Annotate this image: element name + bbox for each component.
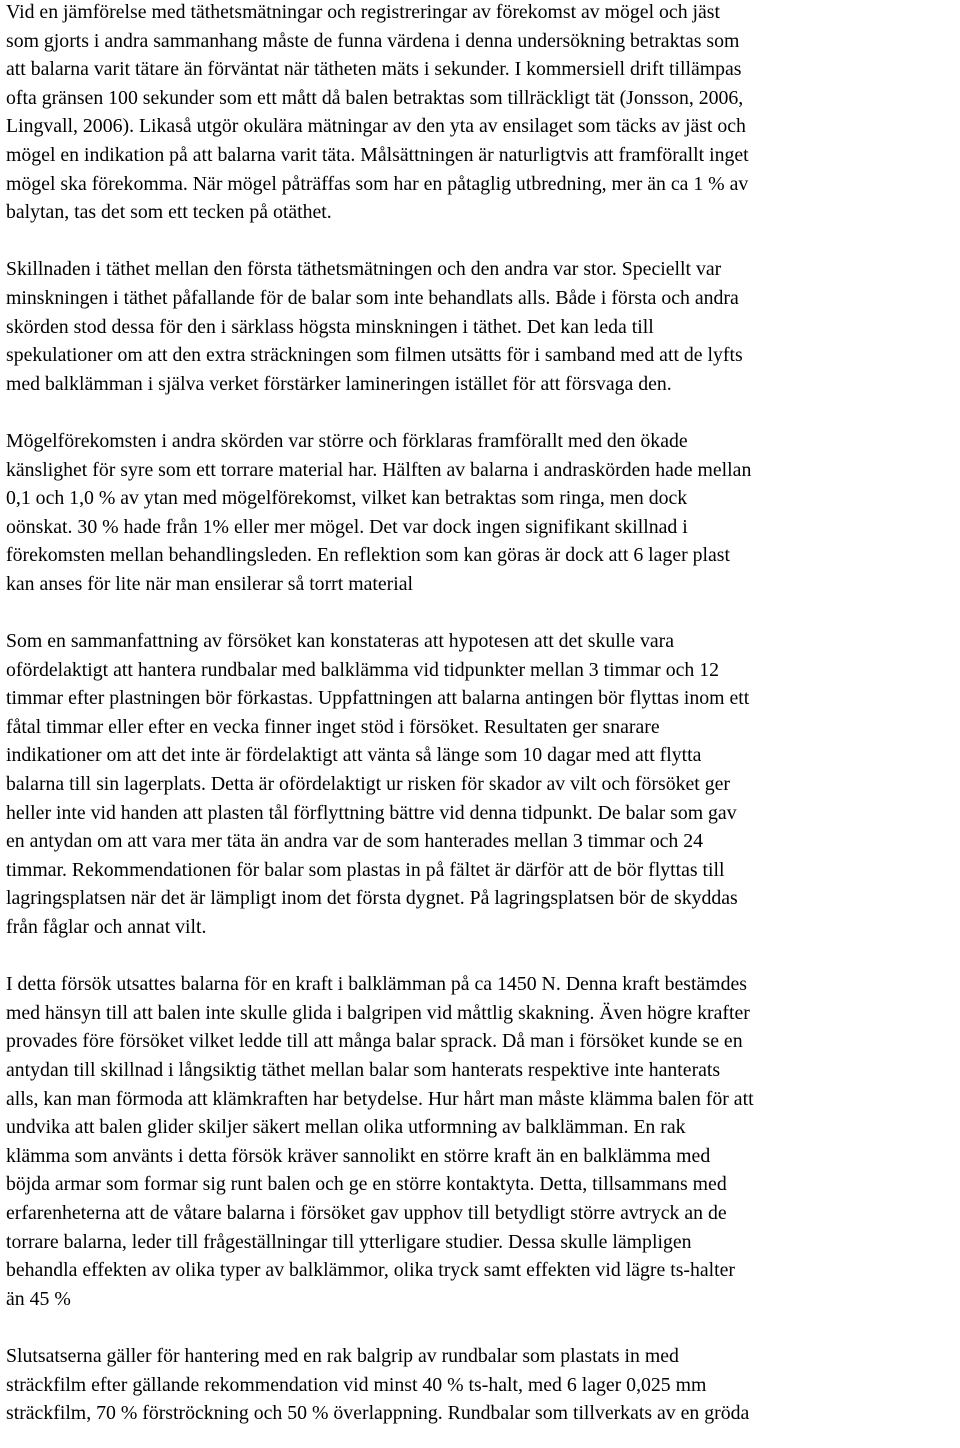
text-line: I detta försök utsattes balarna för en kraft i balklämman på ca 1450 N. Denna kraft bestämdes — [6, 973, 747, 996]
text-line: skörden stod dessa för den i särklass högsta minskningen i täthet. Det kan leda till — [6, 315, 654, 338]
text-line: sträckfilm, 70 % förströckning och 50 % överlappning. Rundbalar som tillverkats av en gröda — [6, 1402, 750, 1425]
text-line: provades före försöket vilket ledde till att många balar sprack. Då man i försöket kunde se en — [6, 1030, 743, 1053]
text-line: Slutsatserna gäller för hantering med en rak balgrip av rundbalar som plastats in med — [6, 1344, 679, 1367]
text-line: balarna till sin lagerplats. Detta är ofördelaktigt ur risken för skador av vilt och försöket ger — [6, 773, 730, 796]
text-line: behandla effekten av olika typer av balklämmor, olika tryck samt effekten vid lägre ts-halter — [6, 1259, 736, 1282]
text-line: med balklämman i själva verket förstärker lamineringen istället för att försvaga den. — [6, 372, 672, 395]
text-line: kan anses för lite när man ensilerar så torrt material — [6, 572, 413, 595]
text-line: lagringsplatsen när det är lämpligt inom det första dygnet. På lagringsplatsen bör de skyddas — [6, 887, 738, 910]
text-line: timmar. Rekommendationen för balar som plastas in på fältet är därför att de bör flyttas till — [6, 858, 725, 881]
text-line: timmar efter plastningen bör förkastas. Uppfattningen att balarna antingen bör flyttas inom ett — [6, 687, 750, 710]
paragraph-conclusions — [6, 1342, 954, 1428]
text-line: förekomsten mellan behandlingsleden. En reflektion som kan göras är dock att 6 lager plast — [6, 544, 730, 567]
text-line: balytan, tas det som ett tecken på otäthet. — [6, 201, 332, 224]
text-line: än 45 % — [6, 1287, 71, 1310]
text-line: torrare balarna, leder till frågeställningar till ytterligare studier. Dessa skulle lämpligen — [6, 1230, 692, 1253]
text-line: minskningen i täthet påfallande för de balar som inte behandlats alls. Både i första och andra — [6, 286, 739, 309]
text-line: undvika att balen glider skiljer säkert mellan olika utformning av balklämman. En rak — [6, 1116, 686, 1139]
text-line: Vid en jämförelse med täthetsmätningar och registreringar av förekomst av mögel och jäst — [6, 1, 720, 23]
text-line: fåtal timmar eller efter en vecka finner inget stöd i försöket. Resultaten ger snarare — [6, 715, 660, 738]
paragraph-clamp-force — [6, 970, 954, 1313]
text-line: sträckfilm efter gällande rekommendation vid minst 40 % ts-halt, med 6 lager 0,025 mm — [6, 1373, 707, 1396]
text-line: mögel ska förekomma. När mögel påträffas som har en påtaglig utbredning, mer än ca 1 % av — [6, 172, 749, 195]
text-line: att balarna varit tätare än förväntat när tätheten mäts i sekunder. I kommersiell drift tillämpas — [6, 58, 742, 81]
text-line: ofördelaktigt att hantera rundbalar med balklämma vid tidpunkter mellan 3 timmar och 12 — [6, 658, 720, 681]
text-line: mögel en indikation på att balarna varit täta. Målsättningen är naturligtvis att framförallt inget — [6, 143, 749, 166]
text-line: ofta gränsen 100 sekunder som ett mått då balen betraktas som tillräckligt tät (Jonsson, 2006, — [6, 86, 744, 109]
text-line: antydan till skillnad i långsiktig täthet mellan balar som hanterats respektive inte hanterats — [6, 1058, 721, 1081]
paragraph-summary — [6, 627, 954, 942]
paragraph-density-comparison — [6, 0, 954, 227]
paragraph-mould-occurrence — [6, 427, 954, 599]
text-line: från fåglar och annat vilt. — [6, 916, 207, 938]
text-line: erfarenheterna att de våtare balarna i försöket gav upphov till betydligt större avtryck an de — [6, 1201, 727, 1224]
text-line: alls, kan man förmoda att klämkraften har betydelse. Hur hårt man måste klämma balen för att — [6, 1087, 754, 1110]
text-line: Lingvall, 2006). Likaså utgör okulära mätningar av den yta av ensilaget som täcks av jäst och — [6, 115, 746, 138]
text-line: Som en sammanfattning av försöket kan konstateras att hypotesen att det skulle vara — [6, 630, 674, 653]
text-line: heller inte vid handen att plasten tål förflyttning bättre vid denna tidpunkt. De balar som gav — [6, 801, 737, 824]
paragraph-density-difference — [6, 255, 954, 398]
text-line: känslighet för syre som ett torrare material har. Hälften av balarna i andraskörden hade mellan — [6, 458, 752, 481]
text-line: klämma som använts i detta försök kräver sannolikt en större kraft än en balklämma med — [6, 1144, 711, 1167]
text-line: Mögelförekomsten i andra skörden var större och förklaras framförallt med den ökade — [6, 429, 688, 452]
text-line: med hänsyn till att balen inte skulle glida i balgripen vid måttlig skakning. Även högre krafter — [6, 1001, 750, 1024]
text-line: 0,1 och 1,0 % av ytan med mögelförekomst, vilket kan betraktas som ringa, men dock — [6, 487, 688, 510]
text-line: som gjorts i andra sammanhang måste de funna värdena i denna undersökning betraktas som — [6, 29, 740, 52]
text-line: Skillnaden i täthet mellan den första täthetsmätningen och den andra var stor. Speciellt var — [6, 258, 722, 281]
text-line: indikationer om att det inte är fördelaktigt att vänta så länge som 10 dagar med att flytta — [6, 744, 702, 767]
text-line: spekulationer om att den extra sträckningen som filmen utsätts för i samband med att de lyfts — [6, 344, 743, 367]
text-line: oönskat. 30 % hade från 1% eller mer mögel. Det var dock ingen signifikant skillnad i — [6, 515, 688, 538]
text-line: böjda armar som formar sig runt balen och ge en större kontaktyta. Detta, tillsammans med — [6, 1173, 727, 1196]
text-line: en antydan om att vara mer täta än andra var de som hanterades mellan 3 timmar och 24 — [6, 830, 704, 853]
